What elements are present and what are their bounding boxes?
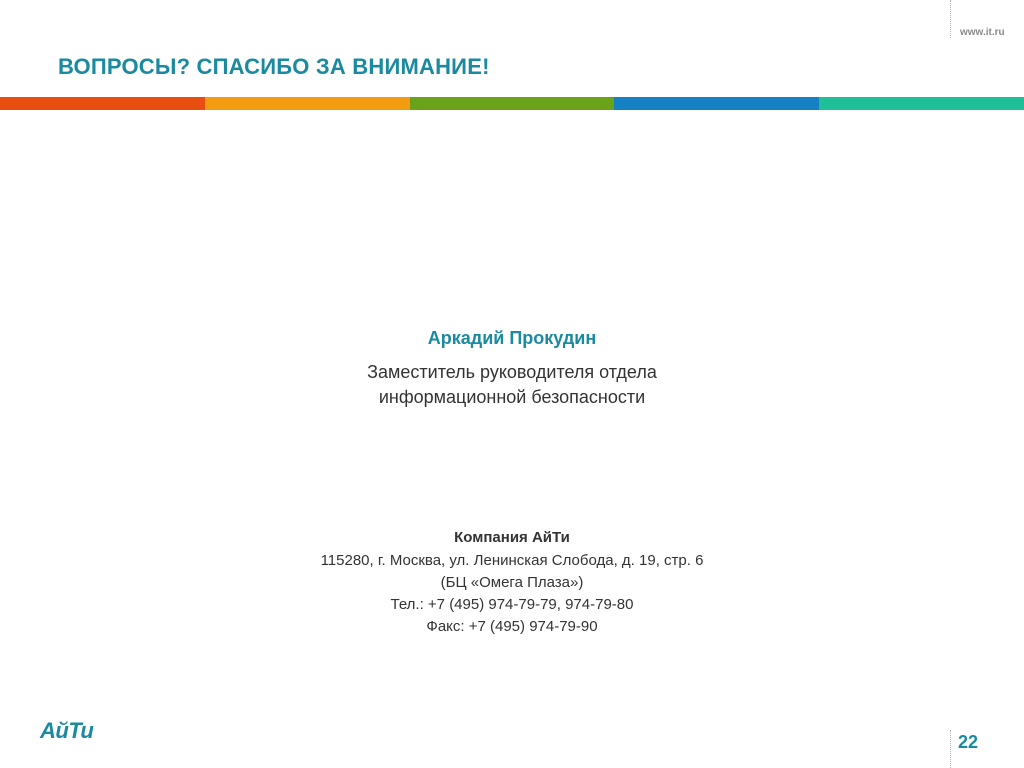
address-line2: (БЦ «Омега Плаза»): [440, 574, 584, 591]
page-number: 22: [958, 732, 979, 752]
top-divider-line: [950, 0, 951, 38]
bottom-divider-line: [950, 730, 951, 768]
stripe-segment-orange-red: [0, 97, 205, 110]
company-name: Компания АйТи: [454, 529, 570, 546]
speaker-role-line2: информационной безопасности: [378, 387, 646, 407]
stripe-segment-green: [410, 97, 615, 110]
color-stripe: [0, 97, 1024, 110]
company-logo: АйТи: [40, 718, 94, 743]
fax-line: Факс: +7 (495) 974-79-90: [426, 618, 598, 635]
phone-line: Тел.: +7 (495) 974-79-79, 974-79-80: [390, 596, 634, 613]
stripe-segment-orange: [205, 97, 410, 110]
stripe-segment-blue: [614, 97, 819, 110]
site-url: www.it.ru: [960, 27, 1005, 38]
speaker-role-line1: Заместитель руководителя отдела: [367, 362, 657, 382]
stripe-segment-teal: [819, 97, 1024, 110]
address-line1: 115280, г. Москва, ул. Ленинская Слобода, д. 19, стр. 6: [320, 552, 704, 569]
speaker-name: Аркадий Прокудин: [427, 328, 597, 348]
slide-title: ВОПРОСЫ? СПАСИБО ЗА ВНИМАНИЕ!: [58, 54, 490, 79]
